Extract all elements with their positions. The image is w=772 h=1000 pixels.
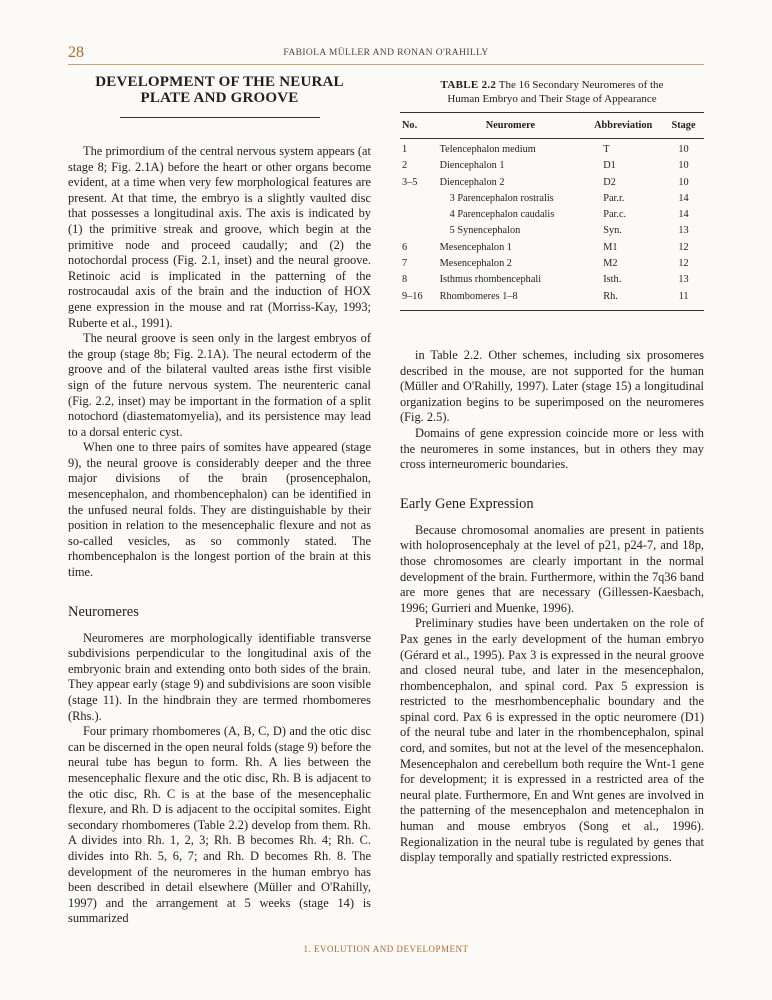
- cell-neuromere: 3 Parencephalon rostralis: [449, 192, 554, 204]
- cell-neuromere: Mesencephalon 1: [439, 241, 512, 253]
- table-row: [400, 224, 704, 240]
- cell-stage: 14: [678, 192, 689, 204]
- table-row: [400, 208, 704, 224]
- cell-no: [400, 224, 438, 240]
- paragraph: When one to three pairs of somites have appeared (stage 9), the neural groove is considerably deeper and the three major divisions of the brain (prosencephalon, mesencephalon, and rhombencephalon) can be identified in the unfused neural folds. They are distinguishable by their position in relation to the mesencephalic flexure and not as so-called vesicles, as so commonly stated. The rhombencephalon is the longest portion of the brain at this time.: [68, 440, 371, 580]
- cell-stage: 12: [678, 241, 689, 253]
- cell-no: 3–5: [402, 176, 418, 188]
- table-row: [400, 241, 704, 257]
- running-head: FABIOLA MÜLLER AND RONAN O'RAHILLY: [283, 48, 489, 58]
- cell-abbreviation: Isth.: [603, 274, 622, 286]
- section-title-line1: DEVELOPMENT OF THE NEURAL: [95, 74, 344, 90]
- table-row: [400, 273, 704, 289]
- paragraph: Preliminary studies have been undertaken on the role of Pax genes in the early development of the human embryo (Gérard et al., 1995). Pax 3 is expressed in the neural groove and closed neural tube, and later in the mesencephalon, rhombencephalon, and spinal cord. Pax 5 expression is restricted to the mesrhombencephalic boundary and the spinal cord. Pax 6 is expressed in the optic neuromere (D1) of the neural tube and later in the rhombencephalon, spinal cord, and somites, but not at the level of the mesencephalon. Mesencephalon and cerebellum both require the Wnt-1 gene for development; it is expressed in a restricted area of the neural plate. Furthermore, En and Wnt genes are involved in the patterning of the mesencephalon and metencephalon in human and mouse embryos (Song et al., 1996). Regionalization in the neural tube is regulated by genes that display temporally and spatially restricted expressions.: [400, 616, 704, 865]
- cell-no: 8: [402, 274, 408, 286]
- cell-abbreviation: M1: [603, 241, 618, 253]
- cell-neuromere: Diencephalon 2: [439, 176, 505, 188]
- cell-neuromere: Diencephalon 1: [439, 160, 505, 172]
- cell-abbreviation: D2: [603, 176, 616, 188]
- table-caption-line1: The 16 Secondary Neuromeres of the: [498, 79, 664, 91]
- table-caption-line2: Human Embryo and Their Stage of Appearance: [447, 93, 657, 105]
- title-underline: [120, 117, 320, 118]
- paragraph: Four primary rhombomeres (A, B, C, D) and the otic disc can be discerned in the open neural folds (stage 9) before the neural tube has begun to form. Rh. A lies between the mesencephalic flexure and the otic disc, Rh. B is adjacent to the otic disc, Rh. C is at the base of the mesencephalic flexure, and Rh. D is adjacent to the occipital somites. Eight secondary rhombomeres (Table 2.2) develop from them. Rh. A divides into Rh. 1, 2, 3; Rh. B becomes Rh. 4; Rh. C. divides into Rh. 5, 6, 7; and Rh. D becomes Rh. 8. The development of the neuromeres in the human embryo has been described in detail elsewhere (Müller and O'Rahilly, 1997) and the arrangement at 5 weeks (stage 14) is summarized: [68, 724, 371, 926]
- neuromere-table: [400, 112, 704, 311]
- cell-stage: 11: [663, 290, 704, 311]
- table-row: [400, 176, 704, 192]
- cell-abbreviation: T: [603, 144, 610, 155]
- cell-abbreviation: Syn.: [603, 225, 622, 237]
- cell-abbreviation: Rh.: [583, 290, 663, 311]
- cell-abbreviation: Par.c.: [603, 209, 627, 221]
- page-header: [68, 44, 704, 65]
- table-caption-label: TABLE 2.2: [440, 79, 497, 91]
- paragraph: Domains of gene expression coincide more or less with the neuromeres in some instances, but in others they may cross interneuromeric boundaries.: [400, 425, 704, 472]
- cell-stage: 10: [678, 144, 689, 155]
- table-header-row: [400, 113, 704, 139]
- cell-neuromere: Telencephalon medium: [439, 144, 536, 155]
- table-row: [400, 159, 704, 175]
- section-title-line2: PLATE AND GROOVE: [140, 90, 299, 106]
- section-title: [68, 74, 371, 122]
- page-footer: 1. EVOLUTION AND DEVELOPMENT: [303, 944, 469, 954]
- paragraph: The neural groove is seen only in the largest embryos of the group (stage 8b; Fig. 2.1A). The neural ectoderm of the groove and of the bilateral vaulted areas isthe first visible sign of the future nervous system. The neurenteric canal (Fig. 2.2, inset) may be important in the formation of a split notochord (diastematomyelia), and its persistence may lead to a dorsal enteric cyst.: [68, 331, 371, 439]
- table-row: [400, 257, 704, 273]
- cell-abbreviation: D1: [603, 160, 616, 172]
- cell-no: [400, 208, 438, 224]
- table-caption: [400, 78, 704, 106]
- cell-stage: 13: [678, 274, 689, 286]
- table-row: [400, 192, 704, 208]
- table-row: [400, 290, 704, 311]
- header-no: No.: [400, 113, 438, 139]
- cell-stage: 10: [678, 176, 689, 188]
- cell-neuromere: Isthmus rhombencephali: [439, 274, 542, 286]
- cell-abbreviation: M2: [603, 258, 618, 270]
- cell-no: 1: [402, 144, 408, 155]
- heading-early-gene-expression: Early Gene Expression: [400, 495, 534, 512]
- cell-stage: 13: [678, 225, 689, 237]
- cell-stage: 10: [678, 160, 689, 172]
- heading-neuromeres: Neuromeres: [68, 603, 139, 620]
- cell-neuromere: Mesencephalon 2: [439, 258, 512, 270]
- table-row: [400, 139, 704, 160]
- right-column: [400, 348, 704, 866]
- cell-neuromere: 4 Parencephalon caudalis: [449, 209, 555, 221]
- cell-no: [400, 192, 438, 208]
- header-abbreviation: Abbreviation: [583, 113, 663, 139]
- cell-stage: 14: [678, 209, 689, 221]
- left-column: [68, 74, 371, 927]
- paragraph: The primordium of the central nervous system appears (at stage 8; Fig. 2.1A) before the heart or other organs become evident, at a time when very few morphological features are present. At that time, the embryo is a slightly vaulted disc that possesses a longitudinal axis. The axis is indicated by (1) the primitive streak and groove, which begin at the primitive node and proceed caudally; and (2) the notochordal process (Fig. 2.1, inset) and the neural groove. Retinoic acid is implicated in the patterning of the rostrocaudal axis of the brain and the induction of HOX gene expression in the mouse and rat (Morriss-Kay, 1993; Ruberte et al., 1991).: [68, 144, 371, 330]
- paragraph: Neuromeres are morphologically identifiable transverse subdivisions perpendicular to the longitudinal axis of the embryonic brain and extending onto both sides of the brain. They appear early (stage 9) and subdivisions are soon visible (stage 11). In the hindbrain they are termed rhombomeres (Rhs.).: [68, 630, 371, 723]
- header-stage: Stage: [663, 113, 704, 139]
- cell-stage: 12: [678, 258, 689, 270]
- cell-no: 6: [402, 241, 408, 253]
- paragraph: Because chromosomal anomalies are present in patients with holoprosencephaly at the level of p21, p24-7, and 18p, those chromosomes are clearly important in the normal development of the brain. Furthermore, within the 7q36 band are more genes that are necessary (Gillessen-Kaesbach, 1996; Gurrieri and Muenke, 1996).: [400, 522, 704, 615]
- cell-neuromere: Rhombomeres 1–8: [438, 290, 584, 311]
- paragraph: in Table 2.2. Other schemes, including six prosomeres described in the mouse, are not supported for the human (Müller and O'Rahilly, 1997). Later (stage 15) a longitudinal organization begins to be superimposed on the neuromeres (Fig. 2.5).: [400, 348, 704, 425]
- cell-neuromere: 5 Synencephalon: [449, 225, 521, 237]
- cell-no: 9–16: [400, 290, 438, 311]
- header-neuromere: Neuromere: [438, 113, 584, 139]
- cell-abbreviation: Par.r.: [603, 192, 625, 204]
- cell-no: 7: [402, 258, 408, 270]
- table-2-2: [400, 78, 704, 311]
- cell-no: 2: [402, 160, 408, 172]
- page-number: 28: [68, 44, 84, 61]
